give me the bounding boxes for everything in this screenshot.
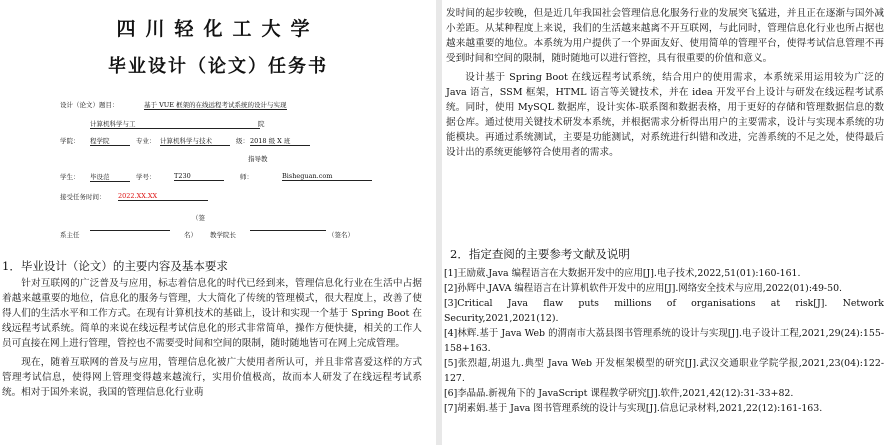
head-label: 系主任 bbox=[60, 231, 80, 239]
reference-item: [7]胡素娟.基于 Java 图书管理系统的设计与实现[J].信息记录材料,2021,22(12):161-163. bbox=[444, 403, 823, 414]
date-label: 接受任务时间： bbox=[60, 193, 106, 201]
section1-heading: 1．毕业设计（论文）的主要内容及基本要求 bbox=[2, 259, 228, 273]
university-name: 四川轻化工大学 bbox=[116, 18, 320, 40]
student-id-value: T230 bbox=[174, 172, 224, 181]
advisor-site: Bisheguan.com bbox=[282, 172, 372, 181]
class-value: 2018 级 X 班 bbox=[250, 136, 310, 146]
college-suffix: 院 bbox=[258, 120, 265, 128]
date-value: 2022.XX.XX bbox=[118, 192, 208, 201]
reference-list bbox=[444, 266, 884, 416]
sign-label: （签 bbox=[192, 214, 205, 222]
class-label: 级： bbox=[236, 137, 249, 145]
dean-label: 教学院长 bbox=[210, 231, 236, 239]
topic-value: 基于 VUE 框架的在线远程考试系统的设计与实现 bbox=[144, 101, 287, 109]
right-body bbox=[446, 6, 884, 160]
reference-item: [6]李晶晶.新视角下的 JavaScript 课程教学研究[J].软件,2021,42(12):31-33+82. bbox=[444, 388, 794, 399]
reference-item: [4]林辉.基于 Java Web 的渭南市大荔县图书管理系统的设计与实现[J].电子设计工程,2021,29(24):155-158+163. bbox=[444, 328, 884, 354]
reference-item: [5]张烈超,胡退九.典型 Java Web 开发框架模型的研究[J].武汉交通职业学院学报,2021,23(04):122-127. bbox=[444, 358, 884, 384]
name-label: 名） bbox=[184, 231, 197, 239]
advisor-role: 师： bbox=[240, 173, 253, 181]
task-form bbox=[60, 100, 430, 270]
advisor-label: 指导教 bbox=[248, 155, 268, 163]
major-value: 计算机科学与技术 bbox=[160, 136, 230, 146]
reference-item: [1]王励葳.Java 编程语言在大数据开发中的应用[J].电子技术,2022,51(01):160-161. bbox=[444, 268, 801, 279]
major-label: 专业： bbox=[136, 137, 156, 145]
section1-paragraph-1: 针对互联网的广泛普及与应用，标志着信息化的时代已经到来，管理信息化行业在生活中占据着越来越重要的地位，信息化的服务与管理，大大简化了传统的管理模式，很大程度上，改善了使得人们的生活水平和工作方式。在现有计算机技术的基础上，设计和实现一个基于 Spring Boot 在线远程考试系统。简单的来说在线远程考试信息化的形式非常简单，操作方便快捷，相关的工作人员可直接在网上进行管理，管控也不需要受时间和空间的限制，随时随地皆可在网上完成管理。 bbox=[2, 278, 422, 349]
head-sign-line bbox=[90, 230, 170, 231]
student-name-value: 毕设范 bbox=[90, 172, 130, 182]
reference-item: [2]孙辉中.JAVA 编程语言在计算机软件开发中的应用[J].网络安全技术与应用,2022(01):49-50. bbox=[444, 283, 843, 294]
reference-item: [3]Critical Java flaw puts millions of organisations at risk[J]. Network Security,2021,2021(12). bbox=[444, 298, 884, 324]
references-heading: 2．指定查阅的主要参考文献及说明 bbox=[450, 247, 630, 261]
right-paragraph-1: 发时间的起步较晚，但是近几年我国社会管理信息化服务行业的发展突飞猛进，并且正在逐渐与国外减小差距。从某种程度上来说，我们的生活越来越离不开互联网，与此同时，管理信息化行业也所占据也越来越重要的地位。本系统为用户提供了一个界面友好、使用简单的管理平台，使得考试信息管理不再受到时间和空间的限制，随时随地可以进行管控，具有很重要的价值和意义。 bbox=[446, 8, 884, 64]
college-value: 计算机科学与工 bbox=[90, 119, 260, 129]
topic-label: 设计（论文）题目： bbox=[60, 101, 119, 109]
right-page bbox=[442, 0, 888, 445]
dean-sign-end: （签名） bbox=[328, 231, 354, 239]
section1-paragraph-2: 现在，随着互联网的普及与应用，管理信息化被广大使用者所认可，并且非常喜爱这样的方式管理考试信息，使得网上管理变得越来越流行，实用价值极高，故而本人研发了在线远程考试系统。相对于国外来说，我国的管理信息化行业萌 bbox=[2, 357, 422, 398]
section1-body bbox=[2, 276, 422, 400]
student-college-value: 程学院 bbox=[90, 136, 130, 146]
student-id-label: 学号： bbox=[136, 173, 156, 181]
student-college-label: 学院： bbox=[60, 137, 80, 145]
document-title: 毕业设计（论文）任务书 bbox=[108, 56, 328, 77]
right-paragraph-2: 设计基于 Spring Boot 在线远程考试系统，结合用户的使用需求，本系统采用运用较为广泛的 Java 语言，SSM 框架，HTML 语言等关键技术，并在 idea 开发平台上设计与研发在线远程考试系统。同时，使用 MySQL 数据库，设计实体-联系图和数据表格，用于更好的存储和管理数据信息的数据仓库。通过使用关键技术研发本系统，并根据需求分析得出用户的主要需求，设计与实现本系统的功能模块。再通过系统测试，主要是功能测试，对系统进行纠错和改进，完善系统的不足之处，使得最后设计出的系统更能够符合使用者的需求。 bbox=[446, 72, 884, 158]
student-name-label: 学生： bbox=[60, 173, 80, 181]
left-page bbox=[0, 0, 436, 445]
dean-sign-line bbox=[250, 230, 326, 231]
